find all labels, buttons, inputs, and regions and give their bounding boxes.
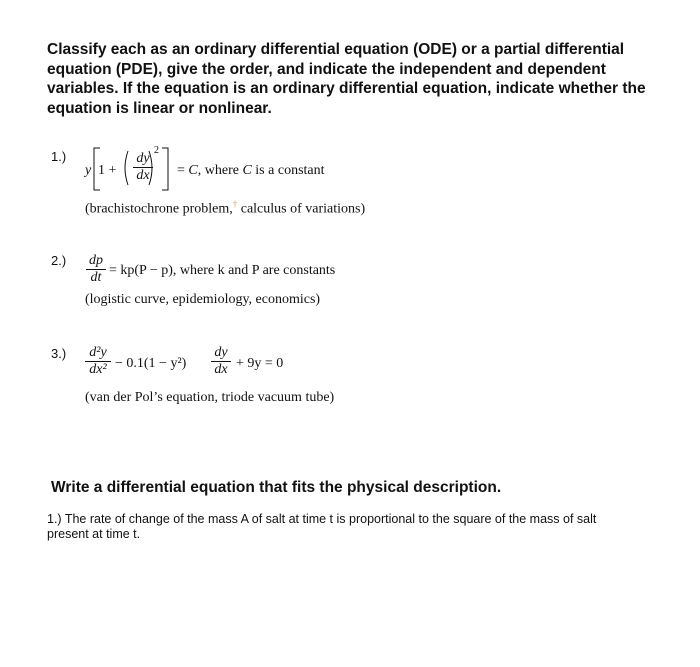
eq3-tail: + 9y = 0 xyxy=(236,356,284,371)
eq2-frac-den: dt xyxy=(86,269,106,285)
eq3-frac2-num: dy xyxy=(214,345,228,360)
right-bracket xyxy=(160,147,170,191)
problem-1-number: 1.) xyxy=(51,149,67,164)
note1-prefix: (brachistochrone problem, xyxy=(85,201,233,217)
eq3-middle: − 0.1(1 − y²) xyxy=(115,356,187,371)
eq2-frac-num: dp xyxy=(89,253,103,268)
dagger-icon[interactable]: † xyxy=(232,199,238,209)
eq3-fraction-2 xyxy=(211,346,231,377)
section2-heading: Write a differential equation that fits the physical description. xyxy=(51,479,502,496)
eq3-frac2-den: dx xyxy=(211,361,231,377)
eq1-frac-num: dy xyxy=(136,151,150,166)
eq1-tail: is a constant xyxy=(255,163,325,178)
eq3-frac1-den: dx² xyxy=(85,361,111,377)
eq1-frac-den: dx xyxy=(133,167,153,183)
eq1-c2: C xyxy=(242,163,252,178)
eq1-exponent: 2 xyxy=(154,145,159,156)
eq2-fraction xyxy=(86,254,106,285)
problem-3-note: (van der Pol’s equation, triode vacuum tube) xyxy=(85,390,335,405)
problem-1-note xyxy=(85,199,365,218)
eq1-y: y xyxy=(85,163,92,178)
problem-2-note: (logistic curve, epidemiology, economics) xyxy=(85,292,321,307)
note1-suffix: calculus of variations) xyxy=(240,201,366,217)
eq3-frac1-num: d²y xyxy=(89,345,107,360)
eq1-where: , where xyxy=(197,163,239,178)
eq2-rhs: = kp(P − p), where k and P are constants xyxy=(109,263,336,278)
eq1-one-plus: 1 + xyxy=(98,163,117,178)
eq1-equals: = xyxy=(177,163,185,178)
eq3-fraction-1 xyxy=(85,346,111,377)
section2-question: 1.) The rate of change of the mass A of salt at time t is proportional to the square of the mass of salt present at time t. xyxy=(47,512,597,541)
problem-3-number: 3.) xyxy=(51,346,67,361)
eq1-fraction xyxy=(133,152,153,183)
instructions-text: Classify each as an ordinary differential equation (ODE) or a partial differential equation (PDE), give the order, and indicate the independent and dependent variables. If the equation is an ordinary differential equation, indicate whether the equation is linear or nonlinear. xyxy=(47,41,646,117)
problem-2-number: 2.) xyxy=(51,253,67,268)
eq1-c: C xyxy=(188,163,198,178)
